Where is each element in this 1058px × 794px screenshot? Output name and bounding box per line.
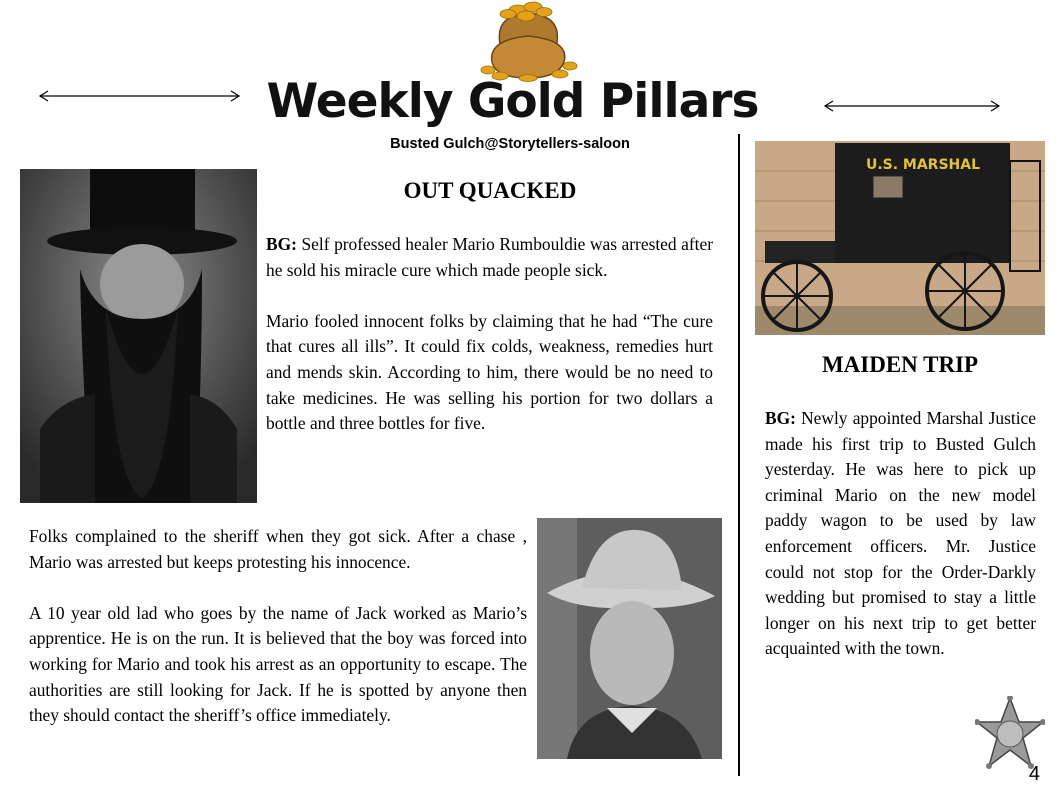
main-paragraph-3: Folks complained to the sheriff when they got sick. After a chase , Mario was arrested but keeps protesting his innocence. — [29, 526, 527, 572]
side-story — [765, 406, 1036, 662]
double-arrow-icon — [38, 89, 241, 103]
main-lead: BG: — [266, 234, 297, 254]
main-headline: OUT QUACKED — [403, 178, 577, 203]
side-lead: BG: — [765, 408, 796, 428]
boy-photo — [537, 518, 722, 759]
side-paragraph-1 — [765, 406, 1036, 662]
main-paragraph-1 — [266, 232, 713, 283]
byline: Busted Gulch@Storytellers-saloon — [390, 136, 630, 152]
main-paragraph-1-text: Self professed healer Mario Rumbouldie was arrested after he sold his miracle cure which made people sick. — [266, 234, 713, 280]
main-story-top — [266, 232, 713, 437]
page-number: 4 — [1028, 763, 1040, 785]
masthead-title: Weekly Gold Pillars — [266, 74, 759, 129]
main-paragraph-4: A 10 year old lad who goes by the name of Jack worked as Mario’s apprentice. He is on the run. It is believed that the boy was forced into working for Mario and took his arrest as an opportunity to escape. The authorities are still looking for Jack. If he is spotted by anyone then they should contact the sheriff’s office immediately. — [29, 602, 527, 726]
double-arrow-icon — [823, 99, 1001, 113]
column-divider — [738, 134, 740, 776]
side-paragraph-1-text: Newly appointed Marshal Justice made his first trip to Busted Gulch yesterday. He was here to pick up criminal Mario on the new model paddy wagon to be used by law enforcement officers. Mr. Justice could not stop for the Order-Darkly wedding but promised to stay a little longer on his next trip to get better acquainted with the town. — [765, 408, 1036, 659]
marshal-star-badge-icon — [975, 696, 1045, 772]
paddy-wagon-photo — [755, 141, 1045, 335]
side-headline: MAIDEN TRIP — [821, 352, 979, 377]
main-story-bottom — [29, 524, 527, 729]
gold-coin-bag-icon — [478, 0, 578, 82]
main-paragraph-2: Mario fooled innocent folks by claiming that he had “The cure that cures all ills”. It could fix colds, weakness, remedies hurt and mends skin. According to him, there would be no need to take medicines. He was selling his portion for two dollars a bottle and three bottles for five. — [266, 310, 713, 434]
wagon-sign: U.S. MARSHAL — [865, 157, 981, 173]
bearded-man-photo — [20, 169, 257, 503]
